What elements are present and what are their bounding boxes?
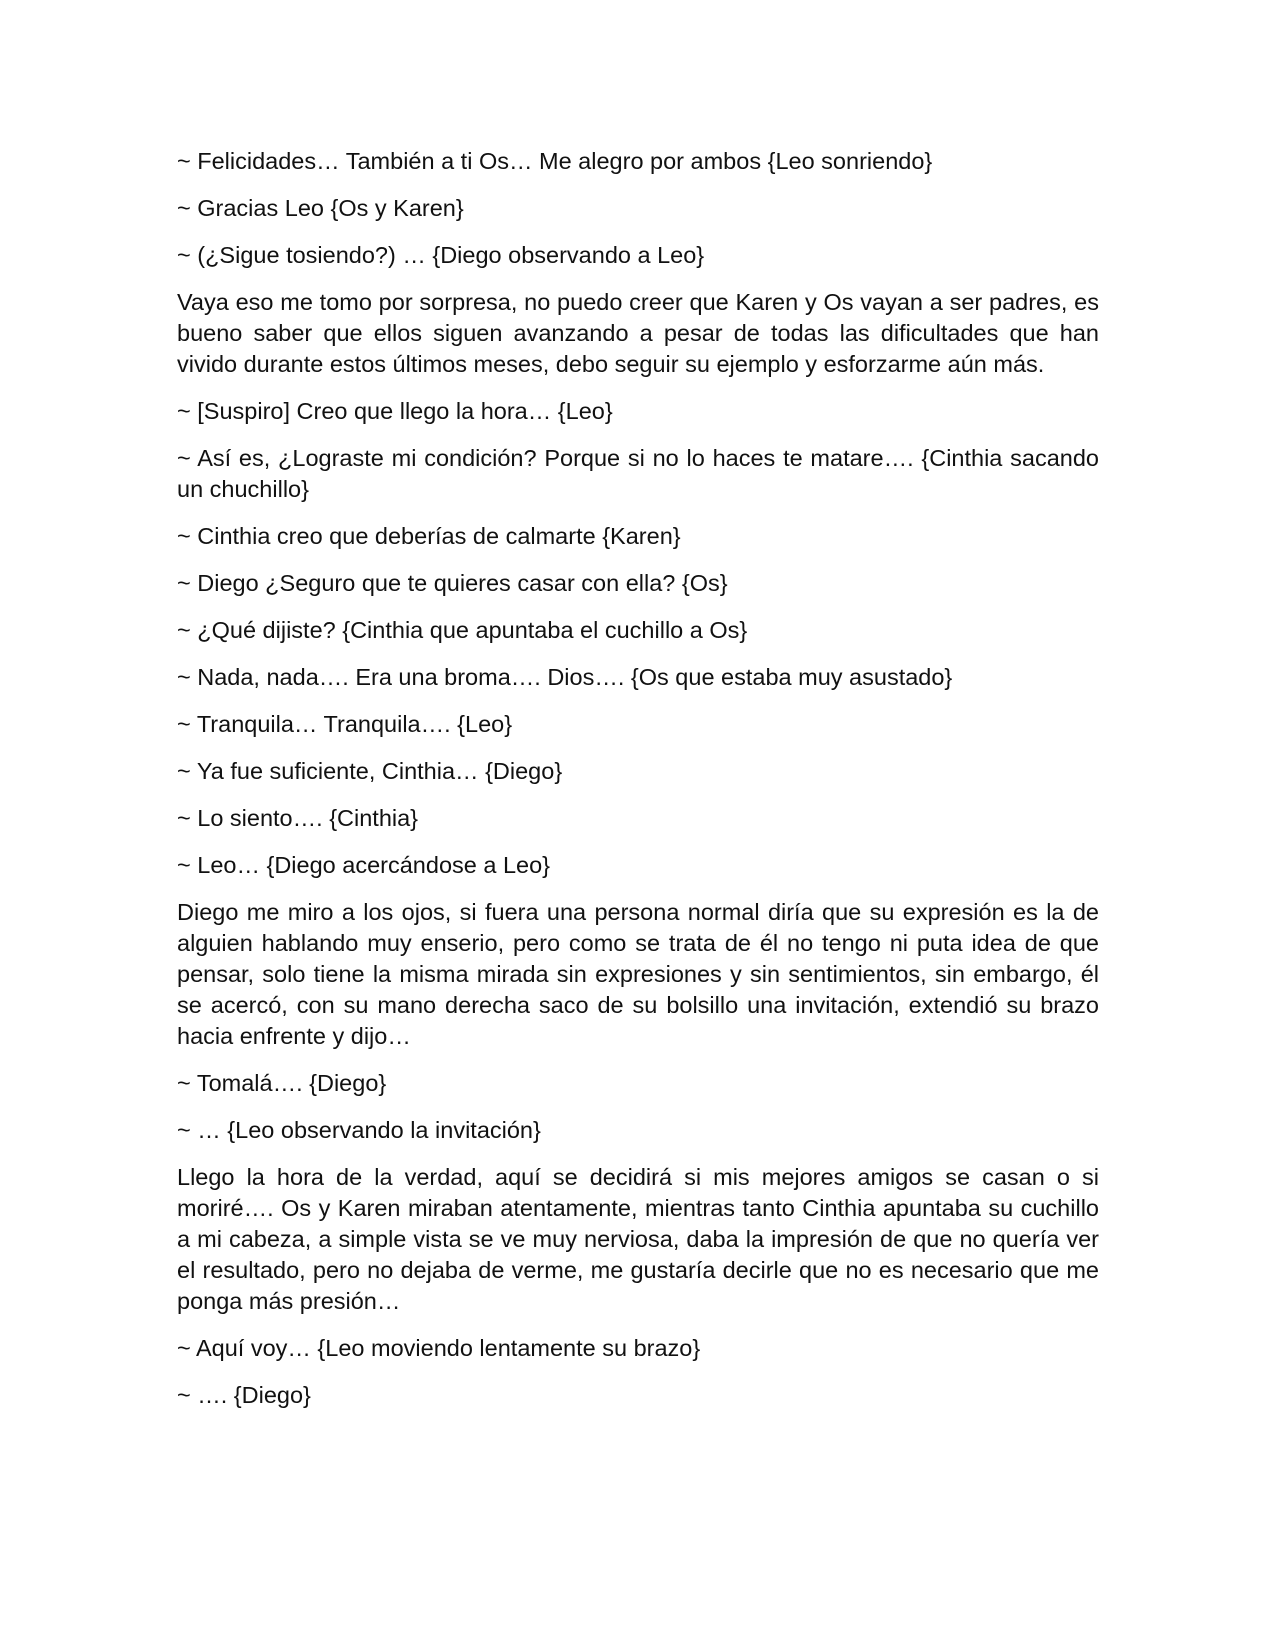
dialogue-line: ~ Diego ¿Seguro que te quieres casar con ella? {Os} bbox=[177, 570, 728, 596]
dialogue-line: ~ Cinthia creo que deberías de calmarte {Karen} bbox=[177, 523, 681, 549]
dialogue-line: ~ ¿Qué dijiste? {Cinthia que apuntaba el cuchillo a Os} bbox=[177, 617, 748, 643]
dialogue-line: ~ Leo… {Diego acercándose a Leo} bbox=[177, 852, 551, 878]
dialogue-line: ~ Aquí voy… {Leo moviendo lentamente su brazo} bbox=[177, 1335, 701, 1361]
dialogue-line: ~ Nada, nada…. Era una broma…. Dios…. {Os que estaba muy asustado} bbox=[177, 664, 953, 690]
dialogue-line: ~ …. {Diego} bbox=[177, 1382, 311, 1408]
narration-paragraph: Llego la hora de la verdad, aquí se decidirá si mis mejores amigos se casan o si moriré…. Os y Karen miraban atentamente, mientras tanto Cinthia apuntaba su cuchillo a mi cabeza, a simple vista se ve muy nerviosa, daba la impresión de que no quería ver el resultado, pero no dejaba de verme, me gustaría decirle que no es necesario que me ponga más presión… bbox=[177, 1164, 1099, 1314]
dialogue-line: ~ Tomalá…. {Diego} bbox=[177, 1070, 387, 1096]
dialogue-line: ~ [Suspiro] Creo que llego la hora… {Leo} bbox=[177, 398, 613, 424]
dialogue-line: ~ … {Leo observando la invitación} bbox=[177, 1117, 541, 1143]
dialogue-line: ~ Tranquila… Tranquila…. {Leo} bbox=[177, 711, 513, 737]
dialogue-line: ~ Felicidades… También a ti Os… Me alegro por ambos {Leo sonriendo} bbox=[177, 148, 933, 174]
dialogue-line: ~ Lo siento…. {Cinthia} bbox=[177, 805, 419, 831]
dialogue-line: ~ Ya fue suficiente, Cinthia… {Diego} bbox=[177, 758, 563, 784]
dialogue-line: ~ Así es, ¿Lograste mi condición? Porque si no lo haces te matare…. {Cinthia sacando un chuchillo} bbox=[177, 445, 1099, 502]
dialogue-line: ~ (¿Sigue tosiendo?) … {Diego observando a Leo} bbox=[177, 242, 705, 268]
dialogue-line: ~ Gracias Leo {Os y Karen} bbox=[177, 195, 464, 221]
narration-paragraph: Vaya eso me tomo por sorpresa, no puedo creer que Karen y Os vayan a ser padres, es bueno saber que ellos siguen avanzando a pesar de todas las dificultades que han vivido durante estos últimos meses, debo seguir su ejemplo y esforzarme aún más. bbox=[177, 289, 1099, 377]
narration-paragraph: Diego me miro a los ojos, si fuera una persona normal diría que su expresión es la de alguien hablando muy enserio, pero como se trata de él no tengo ni puta idea de que pensar, solo tiene la misma mirada sin expresiones y sin sentimientos, sin embargo, él se acercó, con su mano derecha saco de su bolsillo una invitación, extendió su brazo hacia enfrente y dijo… bbox=[177, 899, 1099, 1049]
document-body bbox=[177, 146, 1099, 1427]
